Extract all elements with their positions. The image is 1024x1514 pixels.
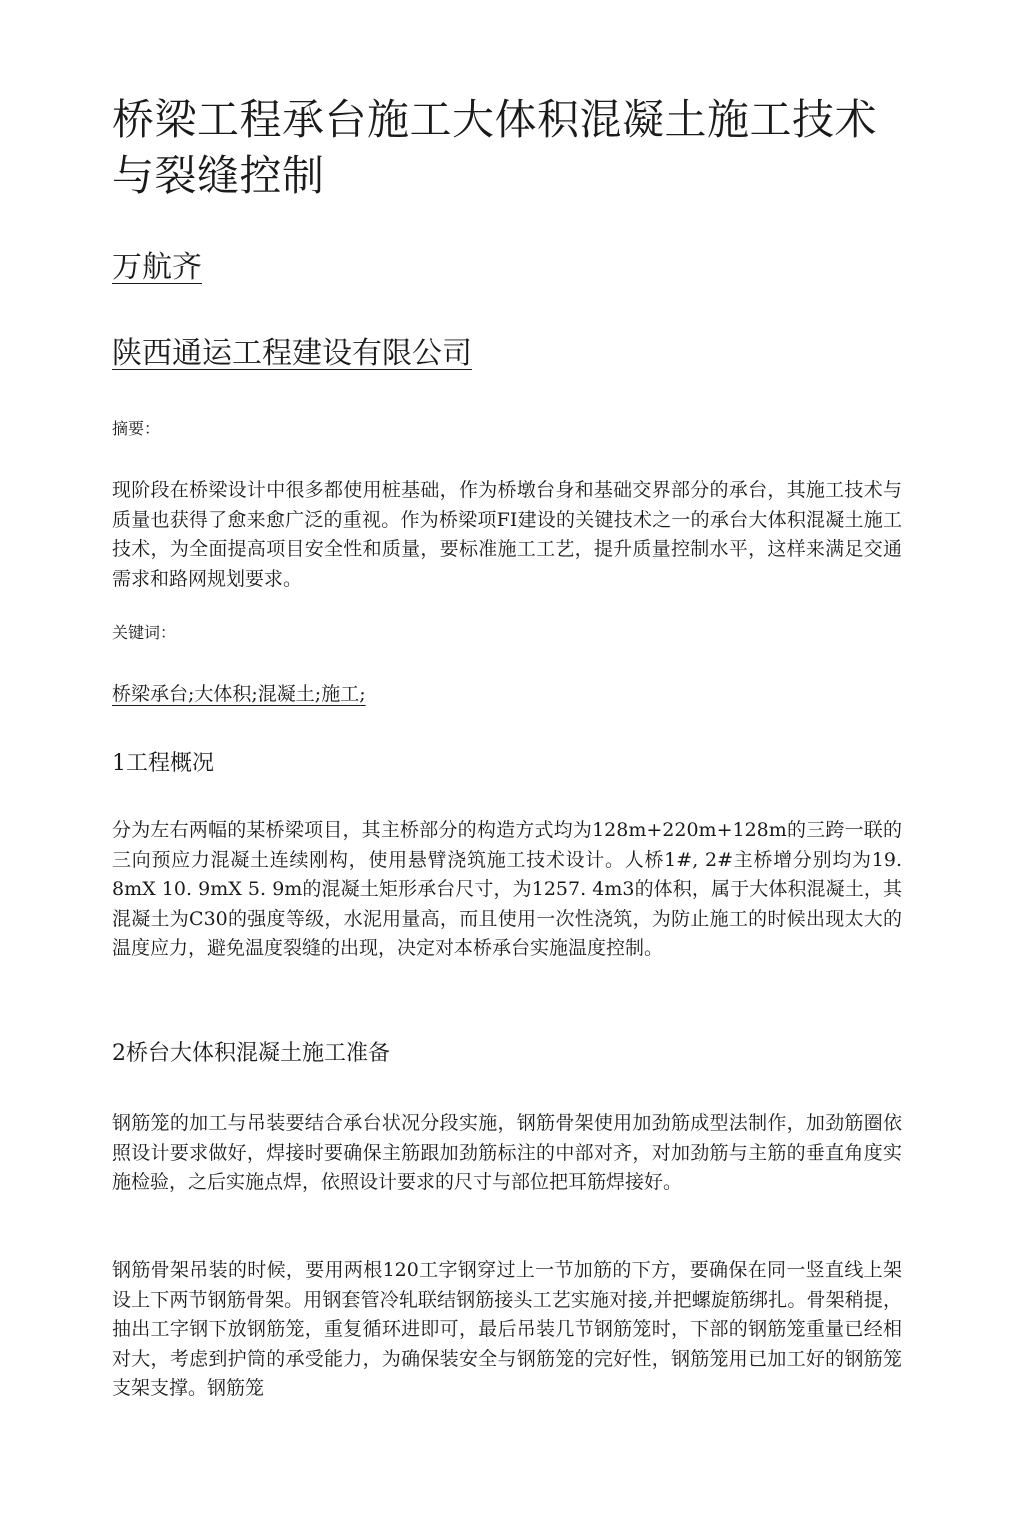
- abstract-label: 摘要：: [112, 419, 161, 438]
- keywords-text: 桥梁承台;大体积;混凝土;施工;: [112, 683, 366, 705]
- section-paragraph: 钢筋骨架吊装的时候，要用两根120工字钢穿过上一节加筋的下方，要确保在同一竖直线上架设上下两节钢筋骨架。用钢套管冷轧联结钢筋接头工艺实施对接,并把螺旋筋绑扎。骨架稍提，抽出工字钢下放钢筋笼，重复循环进即可，最后吊装几节钢筋笼时，下部的钢筋笼重量已经相对大，考虑到护筒的承受能力，为确保装安全与钢筋笼的完好性，钢筋笼用已加工好的钢筋笼支架支撑。钢筋笼: [112, 1259, 902, 1399]
- author-name: 万航齐: [112, 250, 202, 285]
- keywords-label: 关键词：: [112, 623, 177, 642]
- author-organization: 陕西通运工程建设有限公司: [112, 336, 472, 371]
- section-paragraph: 钢筋笼的加工与吊装要结合承台状况分段实施，钢筋骨架使用加劲筋成型法制作，加劲筋圈依照设计要求做好，焊接时要确保主筋跟加劲筋标注的中部对齐，对加劲筋与主筋的垂直角度实施检验，之后实施点焊，依照设计要求的尺寸与部位把耳筋焊接好。: [112, 1112, 902, 1193]
- section-heading-preparation: 2桥台大体积混凝土施工准备: [112, 1041, 390, 1066]
- section-heading-overview: 1工程概况: [112, 751, 214, 776]
- document-title: 桥梁工程承台施工大体积混凝土施工技术与裂缝控制: [112, 95, 878, 200]
- abstract-text: 现阶段在桥梁设计中很多都使用桩基础，作为桥墩台身和基础交界部分的承台，其施工技术与质量也获得了愈来愈广泛的重视。作为桥梁项FI建设的关键技术之一的承台大体积混凝土施工技术，为全面提高项目安全性和质量，要标准施工工艺，提升质量控制水平，这样来满足交通需求和路网规划要求。: [112, 479, 902, 590]
- section-paragraph: 分为左右两幅的某桥梁项目，其主桥部分的构造方式均为128m+220m+128m的三跨一联的三向预应力混凝土连续刚构，使用悬臂浇筑施工技术设计。人桥1#, 2#主桥增分别均为19. 8mX 10. 9mX 5. 9m的混凝土矩形承台尺寸，为1257. 4m3的体积，属于大体积混凝土，其混凝土为C30的强度等级，水泥用量高，而且使用一次性浇筑，为防止施工的时候出现太大的温度应力，避免温度裂缝的出现，决定对本桥承台实施温度控制。: [112, 819, 902, 959]
